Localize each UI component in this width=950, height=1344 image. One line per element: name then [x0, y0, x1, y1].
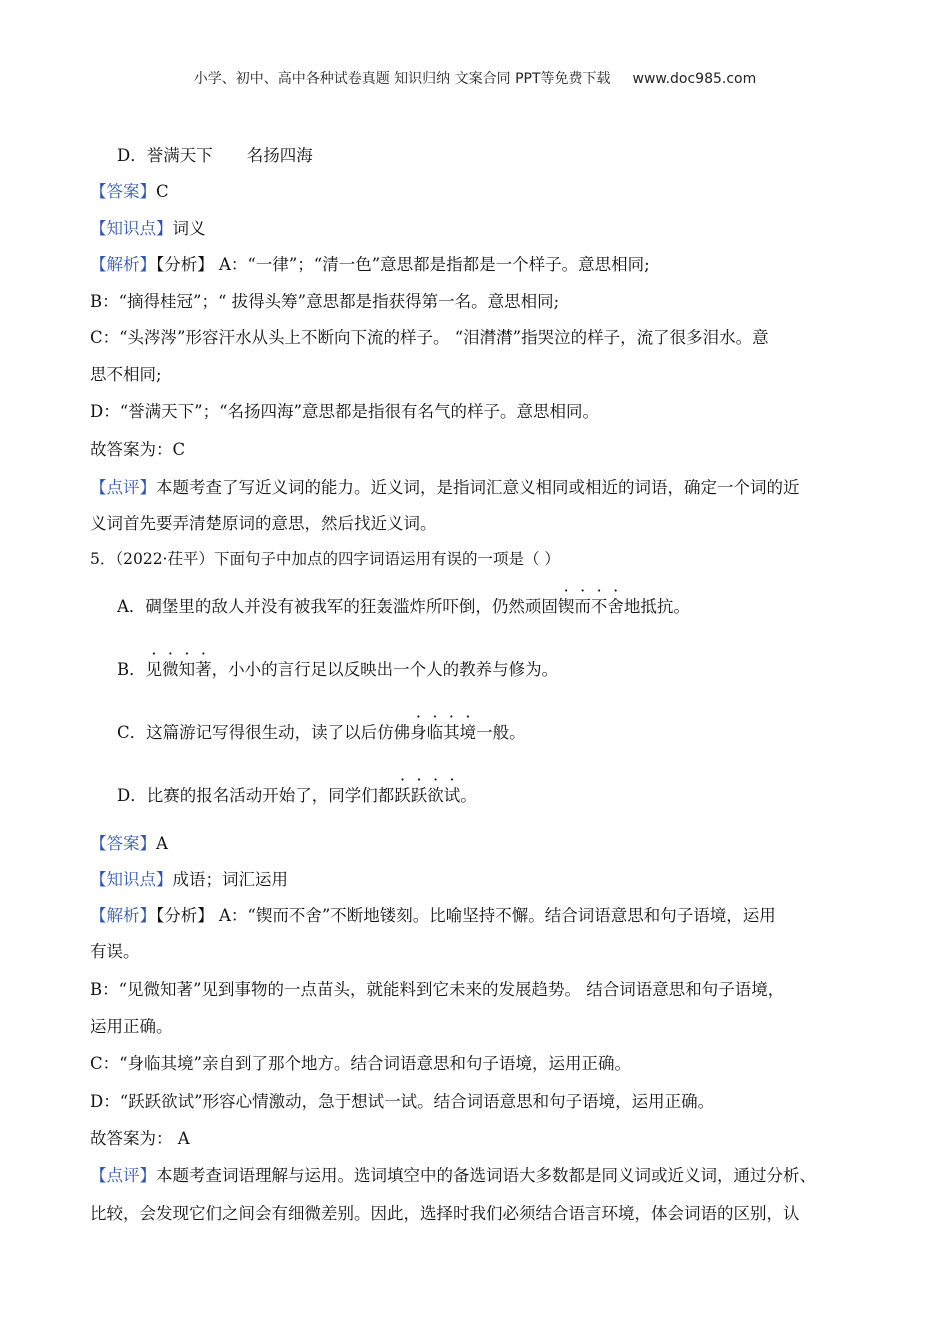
option-text: 一般。	[476, 723, 526, 742]
q5-knowledge	[90, 870, 288, 890]
dotted-char: 境	[459, 723, 477, 742]
q5-analysis-line: 有误。	[90, 942, 140, 961]
dotted-char: 跃	[394, 786, 411, 805]
option-text: ，小小的言行足以反映出一个人的教养与修为。	[211, 660, 559, 679]
analysis-tag: 【解析】	[90, 255, 156, 274]
answer-value: C	[156, 182, 169, 201]
header-site: www.doc985.com	[632, 71, 757, 87]
dotted-char: 其	[443, 723, 460, 742]
header-text: 小学、初中、高中各种试卷真题 知识归纳 文案合同 PPT等免费下载	[193, 71, 611, 87]
option-label: A．	[117, 597, 146, 616]
q5-analysis-line: B：“见微知著”见到事物的一点苗头，就能料到它未来的发展趋势。 结合词语意思和句子语境，	[90, 980, 785, 999]
q4-comment	[90, 478, 800, 498]
answer-tag: 【答案】	[90, 182, 156, 201]
option-label: D．	[117, 146, 147, 165]
page-header	[0, 68, 950, 88]
dotted-char: 锲	[557, 597, 575, 616]
option-text: 这篇游记写得很生动，读了以后仿佛	[146, 723, 411, 742]
dotted-char: 知	[178, 660, 196, 679]
option-text: 比赛的报名活动开始了，同学们都	[146, 786, 395, 805]
q4-analysis-line: 思不相同;	[90, 365, 162, 384]
q5-analysis-line: 运用正确。	[90, 1017, 173, 1036]
dotted-char: 身	[410, 723, 427, 742]
q5-option-a	[117, 597, 690, 617]
comment-tag: 【点评】	[90, 478, 156, 497]
answer-value: A	[156, 834, 168, 853]
q5-comment-line: 比较，会发现它们之间会有细微差别。因此，选择时我们必须结合语言环境，体会词语的区别，认	[90, 1204, 800, 1223]
q4-conclusion: 故答案为：C	[90, 440, 186, 459]
option-label: C．	[117, 723, 147, 742]
option-text: 。	[460, 786, 477, 805]
option-text: 碉堡里的敌人并没有被我军的狂轰滥炸所吓倒，仍然顽固	[145, 597, 558, 616]
dotted-char: 著	[195, 660, 212, 679]
q5-analysis-line	[90, 906, 776, 926]
knowledge-value: 词义	[172, 219, 206, 238]
dotted-char: 不	[590, 597, 608, 616]
dotted-char: 欲	[427, 786, 444, 805]
q4-knowledge	[90, 219, 206, 239]
dotted-char: 试	[443, 786, 461, 805]
q5-analysis-line: D：“跃跃欲试”形容心情激动，急于想试一试。结合词语意思和句子语境，运用正确。	[90, 1092, 715, 1111]
q5-analysis-line: C：“身临其境”亲自到了那个地方。结合词语意思和句子语境，运用正确。	[90, 1054, 631, 1073]
option-text: 地抵抗。	[623, 597, 690, 616]
dotted-char: 而	[574, 597, 591, 616]
knowledge-tag: 【知识点】	[90, 870, 173, 889]
comment-tag: 【点评】	[90, 1166, 156, 1185]
option-label: B．	[117, 660, 146, 679]
analysis-text: 【分析】 A：“一律”；“清一色”意思都是指都是一个样子。意思相同;	[156, 255, 650, 274]
q5-conclusion: 故答案为： A	[90, 1129, 190, 1148]
option-word: 名扬四海	[246, 146, 313, 165]
dotted-char: 跃	[410, 786, 428, 805]
analysis-tag: 【解析】	[90, 906, 156, 925]
q5-option-b	[117, 660, 558, 680]
dotted-char: 微	[162, 660, 179, 679]
dotted-char: 见	[145, 660, 163, 679]
q5-answer	[90, 834, 168, 854]
option-label: D．	[117, 786, 147, 805]
q5-option-d	[117, 786, 477, 806]
q4-answer	[90, 182, 169, 202]
q4-comment-line: 义词首先要弄清楚原词的意思，然后找近义词。	[90, 514, 437, 533]
dotted-char: 舍	[607, 597, 624, 616]
q5-comment	[90, 1166, 816, 1186]
knowledge-value: 成语；词汇运用	[172, 870, 288, 889]
q4-analysis-line: B：“摘得桂冠”；“ 拔得头筹”意思都是指获得第一名。意思相同;	[90, 292, 560, 311]
q4-analysis-line: C：“头涔涔”形容汗水从头上不断向下流的样子。 “泪潸潸”指哭泣的样子，流了很多泪水。意	[90, 328, 769, 347]
comment-text: 本题考查词语理解与运用。选词填空中的备选词语大多数都是同义词或近义词，通过分析、	[156, 1166, 816, 1185]
dotted-char: 临	[426, 723, 444, 742]
q4-analysis-line	[90, 255, 650, 275]
answer-tag: 【答案】	[90, 834, 156, 853]
analysis-text: 【分析】 A：“锲而不舍”不断地镂刻。比喻坚持不懈。结合词语意思和句子语境，运用	[156, 906, 776, 925]
knowledge-tag: 【知识点】	[90, 219, 173, 238]
comment-text: 本题考查了写近义词的能力。近义词，是指词汇意义相同或相近的词语，确定一个词的近	[156, 478, 800, 497]
q4-analysis-line: D：“誉满天下”；“名扬四海”意思都是指很有名气的样子。意思相同。	[90, 402, 599, 421]
q4-option-d	[117, 146, 313, 166]
option-word: 誉满天下	[146, 146, 213, 165]
q5-option-c	[117, 723, 526, 743]
q5-stem: 5．（2022·茌平）下面句子中加点的四字词语运用有误的一项是（ ）	[90, 550, 560, 568]
